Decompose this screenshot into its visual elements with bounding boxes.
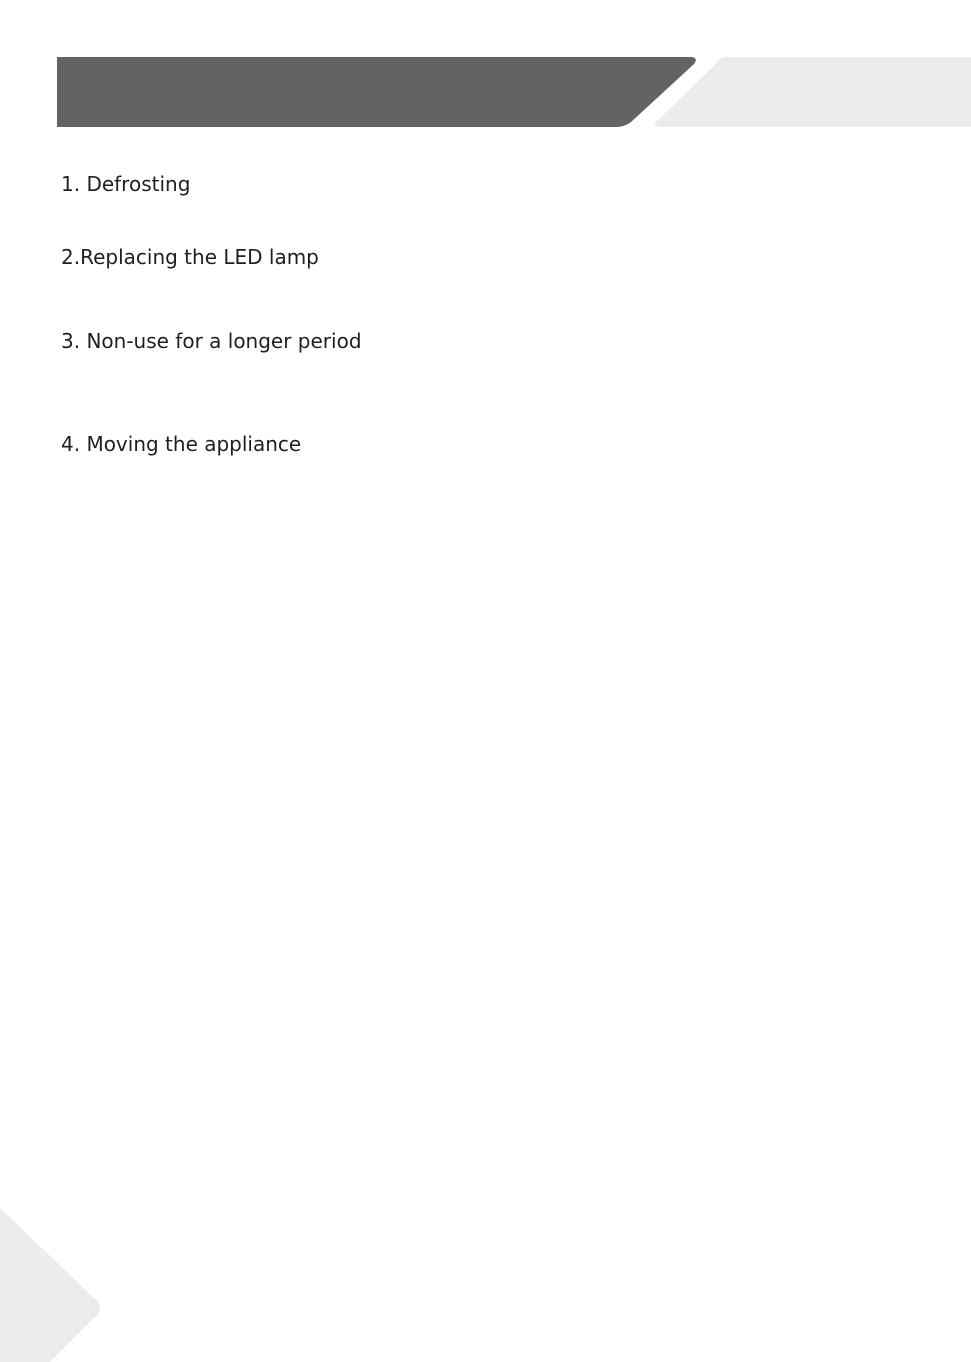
header-banner — [0, 0, 971, 140]
section-heading-defrosting: 1. Defrosting — [61, 172, 191, 196]
section-heading-moving-appliance: 4. Moving the appliance — [61, 432, 302, 456]
header-dark-bar — [57, 57, 696, 127]
section-heading-replacing-led-lamp: 2.Replacing the LED lamp — [61, 245, 319, 269]
section-heading-non-use: 3. Non-use for a longer period — [61, 329, 362, 353]
page-corner-tab — [0, 1200, 110, 1362]
header-light-tab — [655, 57, 971, 127]
